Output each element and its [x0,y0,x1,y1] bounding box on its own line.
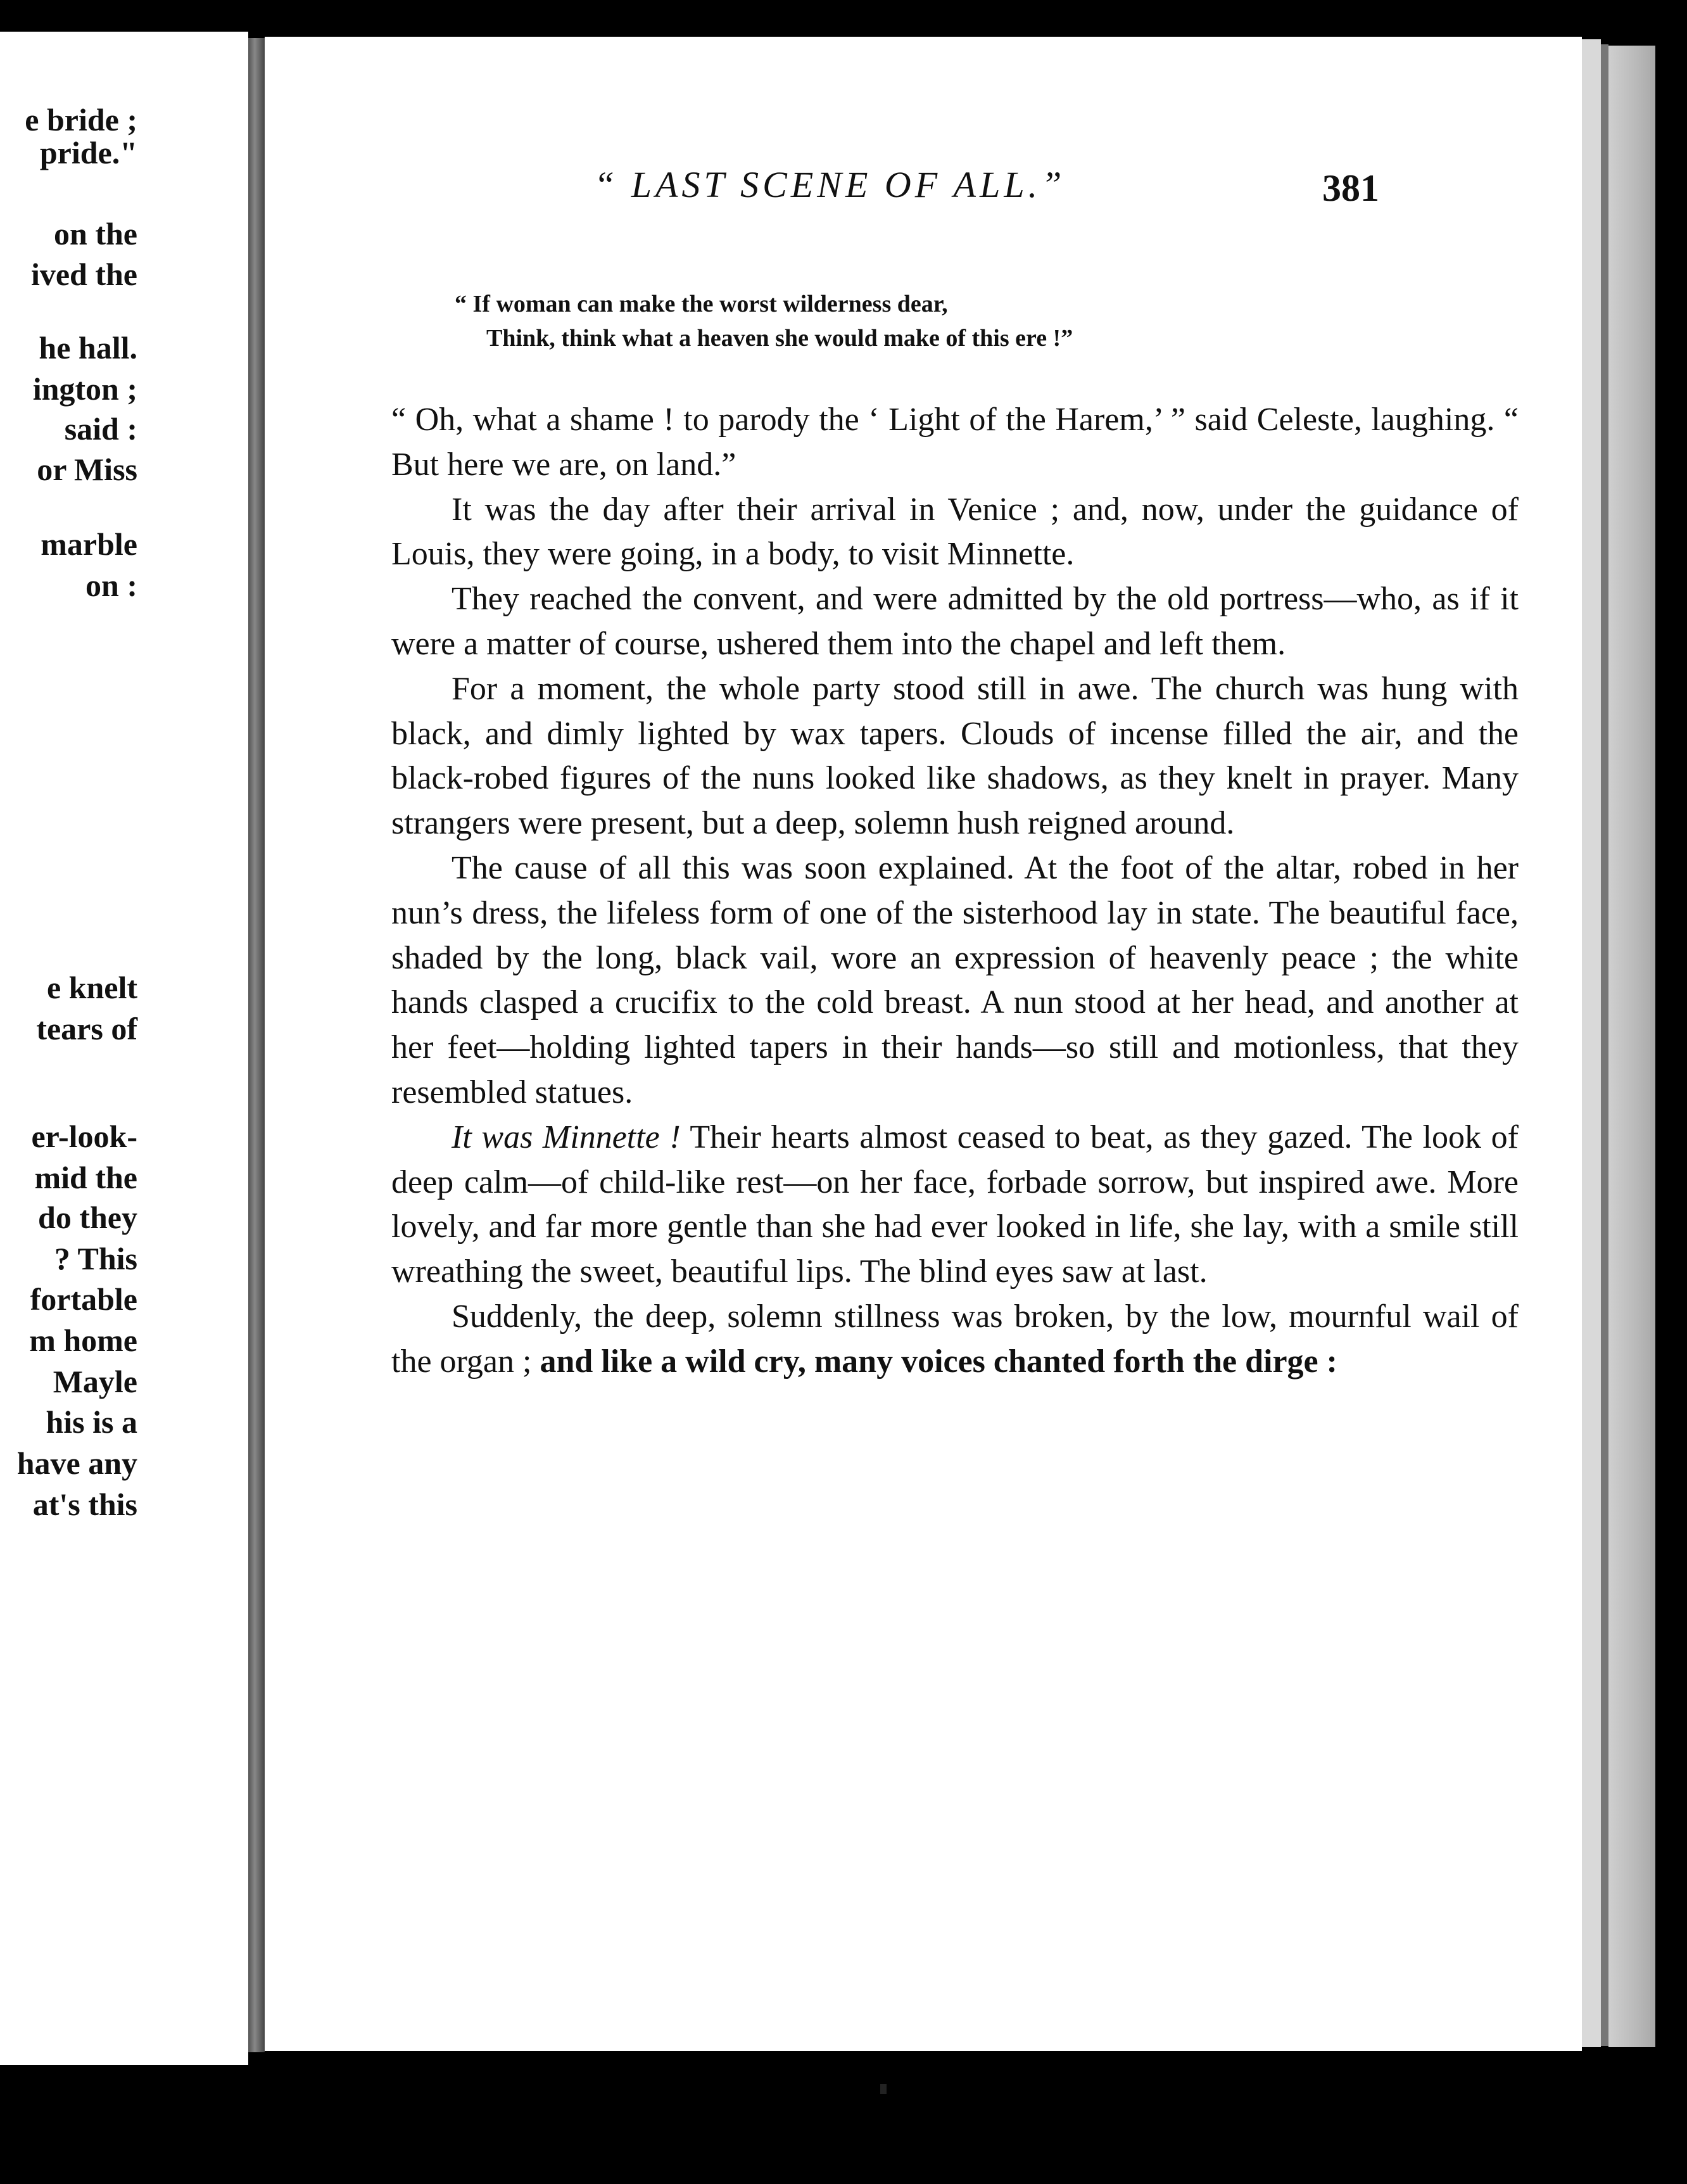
left-page-line: tears of [36,1011,137,1046]
book-gutter [248,38,265,2052]
left-page-line: pride." [39,135,137,170]
epigraph-line: “ If woman can make the worst wilderness dear, [455,291,948,317]
left-page-line: Mayle [53,1364,137,1399]
running-head: “ LAST SCENE OF ALL.” [594,164,1066,205]
left-page-line: marble [41,526,137,562]
paragraph: It was the day after their arrival in Venice ; and, now, under the guidance of Louis, they were going, in a body, to visit Minnette. [391,491,1519,573]
left-page-line: on : [85,568,137,603]
left-page-line: fortable [30,1281,137,1317]
left-page-line: ington ; [32,371,137,407]
right-page [265,37,1582,2051]
paragraph: For a moment, the whole party stood still in awe. The church was hung with black, and dimly lighted by wax tapers. Clouds of incense filled the air, and the black-robed figures of the nuns looked like shadows, as they knelt in prayer. Many strangers were present, but a deep, solemn hush reigned around. [391,670,1519,842]
left-page-line: e bride ; [25,102,137,137]
italic-phrase: It was Minnette ! [452,1119,681,1155]
left-page-line: on the [54,216,137,251]
left-page-line: mid the [34,1160,137,1195]
left-page-line: have any [16,1445,137,1481]
left-facing-page [0,32,248,2065]
page-stack-edge [1608,46,1655,2047]
left-page-line: his is a [46,1404,137,1440]
paragraph: They reached the convent, and were admitted by the old portress—who, as if it were a matter of course, ushered them into the chapel and left them. [391,581,1519,662]
page-edge-shadow [1601,44,1608,2046]
left-page-line: e knelt [46,970,137,1005]
left-page-line: said : [64,411,137,447]
paragraph [391,1295,1519,1385]
paragraph: The cause of all this was soon explained. At the foot of the altar, robed in her nun’s dress, the lifeless form of one of the sisterhood lay in state. The beautiful face, shaded by the long, black vail, wore an expression of heavenly peace ; the white hands clasped a crucifix to the cold breast. A nun stood at her head, and another at her feet—holding lighted tapers in their hands—so still and motionless, that they resembled statues. [391,849,1519,1110]
left-page-line: er-look- [31,1119,137,1154]
left-page-line: ived the [30,257,137,292]
paragraph: “ Oh, what a shame ! to parody the ‘ Light of the Harem,’ ” said Celeste, laughing. “ But here we are, on land.” [391,402,1519,483]
left-page-line: he hall. [39,330,137,365]
body-text [391,398,1519,1385]
page-edge [1582,39,1601,2047]
page-number: 381 [1322,167,1379,209]
paragraph-text: Suddenly, the deep, solemn stillness was broken, by the low, mournful wail of the organ ; [391,1298,1519,1380]
left-page-line: m home [29,1323,137,1358]
paragraph [391,1115,1519,1295]
paragraph-text: Their hearts almost ceased to beat, as they gazed. The look of deep calm—of child-like rest—on her face, forbade sorrow, but inspired awe. More lovely, and far more gentle than she had ever looked in life, she lay, with a smile still wreathing the sweet, beautiful lips. The blind eyes saw at last. [391,1119,1519,1290]
fold-mark [880,2084,887,2094]
left-page-line: ? This [54,1241,137,1276]
left-page-line: do they [38,1200,137,1235]
epigraph [455,287,1405,355]
epigraph-line: Think, think what a heaven she would make of this ere !” [486,325,1073,352]
paragraph-bold-text: and like a wild cry, many voices chanted forth the dirge : [531,1343,1337,1380]
left-page-line: or Miss [37,452,137,487]
left-page-line: at's this [32,1487,137,1522]
